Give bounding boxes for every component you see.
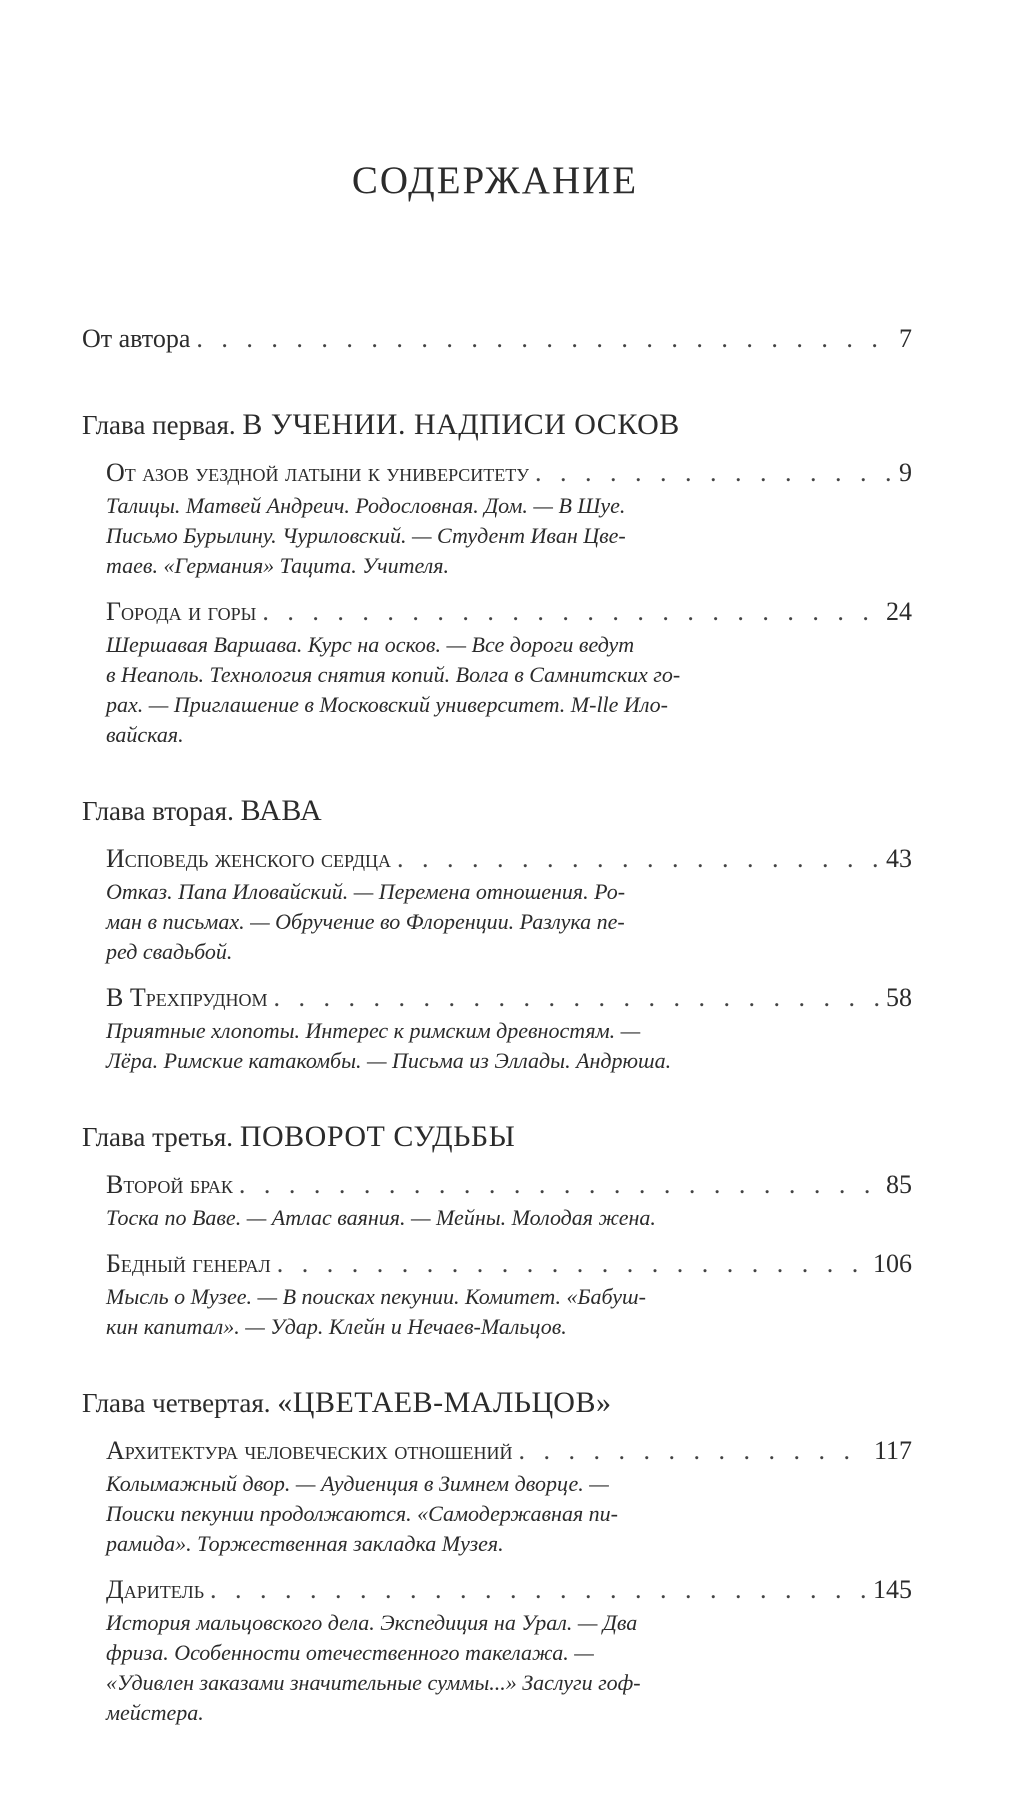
summary-line: рамида». Торжественная закладка Музея. bbox=[106, 1531, 504, 1556]
page-number: 145 bbox=[873, 1575, 912, 1604]
toc-section bbox=[106, 1573, 912, 1728]
summary-line: ман в письмах. — Обручение во Флоренции. Разлука пе- bbox=[106, 909, 625, 934]
section-entry[interactable] bbox=[106, 842, 912, 876]
summary-line: Мысль о Музее. — В поисках пекунии. Комитет. «Бабуш- bbox=[106, 1284, 646, 1309]
page-number: 9 bbox=[899, 458, 912, 487]
page-number: 106 bbox=[873, 1249, 912, 1278]
summary-line: мейстера. bbox=[106, 1700, 204, 1725]
dot-leader bbox=[518, 1434, 867, 1468]
section-summary bbox=[106, 1469, 796, 1559]
toc-section bbox=[106, 456, 912, 581]
page-number: 24 bbox=[886, 597, 912, 626]
summary-line: вайская. bbox=[106, 722, 184, 747]
summary-line: фриза. Особенности отечественного такелажа. — bbox=[106, 1640, 594, 1665]
toc-section bbox=[106, 1247, 912, 1342]
chapter-label: Глава третья. bbox=[82, 1122, 234, 1152]
section-title: Города и горы bbox=[106, 597, 257, 626]
toc-section bbox=[106, 1434, 912, 1559]
section-title: Даритель bbox=[106, 1575, 205, 1604]
chapter-name: ПОВОРОТ СУДЬБЫ bbox=[239, 1120, 516, 1153]
dot-leader bbox=[397, 842, 880, 876]
toc-section bbox=[106, 842, 912, 967]
chapter-heading[interactable] bbox=[82, 1120, 912, 1154]
toc-section bbox=[106, 595, 912, 750]
summary-line: ред свадьбой. bbox=[106, 939, 233, 964]
section-summary bbox=[106, 1608, 796, 1728]
dot-leader bbox=[262, 595, 880, 629]
toc-entry-label: От автора bbox=[82, 324, 191, 353]
section-entry[interactable] bbox=[106, 981, 912, 1015]
chapter-name: «ЦВЕТАЕВ-МАЛЬЦОВ» bbox=[277, 1386, 612, 1419]
section-entry[interactable] bbox=[106, 595, 912, 629]
summary-line: Талицы. Матвей Андреич. Родословная. Дом. — В Шуе. bbox=[106, 493, 626, 518]
chapter-label: Глава четвертая. bbox=[82, 1388, 271, 1418]
summary-line: Отказ. Папа Иловайский. — Перемена отношения. Ро- bbox=[106, 879, 626, 904]
table-of-contents bbox=[82, 322, 912, 1728]
summary-line: Письмо Бурылину. Чуриловский. — Студент Иван Цве- bbox=[106, 523, 626, 548]
chapter-label: Глава вторая. bbox=[82, 796, 234, 826]
section-title: Архитектура человеческих отношений bbox=[106, 1436, 513, 1465]
toc-section bbox=[106, 981, 912, 1076]
page-number: 85 bbox=[886, 1170, 912, 1199]
summary-line: Приятные хлопоты. Интерес к римским древностям. — bbox=[106, 1018, 641, 1043]
section-title: Второй брак bbox=[106, 1170, 233, 1199]
summary-line: рах. — Приглашение в Московский университет. M-lle Ило- bbox=[106, 692, 669, 717]
dot-leader bbox=[196, 322, 893, 356]
toc-section bbox=[106, 1168, 912, 1233]
summary-line: Тоска по Ваве. — Атлас ваяния. — Мейны. Молодая жена. bbox=[106, 1205, 656, 1230]
page-number: 7 bbox=[899, 324, 912, 353]
section-entry[interactable] bbox=[106, 1573, 912, 1607]
summary-line: Шершавая Варшава. Курс на осков. — Все дороги ведут bbox=[106, 632, 635, 657]
summary-line: История мальцовского дела. Экспедиция на Урал. — Два bbox=[106, 1610, 638, 1635]
chapter-heading[interactable] bbox=[82, 794, 912, 828]
section-title: От азов уездной латыни к университету bbox=[106, 458, 530, 487]
section-summary bbox=[106, 877, 796, 967]
section-entry[interactable] bbox=[106, 1168, 912, 1202]
page-title: СОДЕРЖАНИЕ bbox=[351, 159, 639, 202]
summary-line: в Неаполь. Технология снятия копий. Волга в Самнитских го- bbox=[106, 662, 681, 687]
chapter-name: В УЧЕНИИ. НАДПИСИ ОСКОВ bbox=[242, 408, 680, 441]
chapter-heading[interactable] bbox=[82, 1386, 912, 1420]
summary-line: таев. «Германия» Тацита. Учителя. bbox=[106, 553, 449, 578]
section-summary bbox=[106, 1203, 796, 1233]
summary-line: Поиски пекунии продолжаются. «Самодержавная пи- bbox=[106, 1501, 619, 1526]
section-summary bbox=[106, 1016, 796, 1076]
summary-line: кин капитал». — Удар. Клейн и Нечаев-Мальцов. bbox=[106, 1314, 567, 1339]
chapter-heading[interactable] bbox=[82, 408, 912, 442]
section-title: Бедный генерал bbox=[106, 1249, 271, 1278]
dot-leader bbox=[535, 456, 893, 490]
section-summary bbox=[106, 491, 796, 581]
chapter-label: Глава первая. bbox=[82, 410, 236, 440]
dot-leader bbox=[210, 1573, 867, 1607]
dot-leader bbox=[277, 1247, 867, 1281]
toc-entry-author[interactable] bbox=[82, 322, 912, 356]
summary-line: «Удивлен заказами значительные суммы...» Заслуги гоф- bbox=[106, 1670, 641, 1695]
page-number: 117 bbox=[873, 1436, 912, 1465]
page-number: 43 bbox=[886, 844, 912, 873]
section-title: В Трехпрудном bbox=[106, 983, 268, 1012]
section-entry[interactable] bbox=[106, 1434, 912, 1468]
summary-line: Лёра. Римские катакомбы. — Письма из Эллады. Андрюша. bbox=[106, 1048, 672, 1073]
section-summary bbox=[106, 1282, 796, 1342]
summary-line: Колымажный двор. — Аудиенция в Зимнем дворце. — bbox=[106, 1471, 609, 1496]
chapter-name: ВАВА bbox=[240, 794, 323, 827]
dot-leader bbox=[274, 981, 881, 1015]
section-title: Исповедь женского сердца bbox=[106, 844, 391, 873]
page-number: 58 bbox=[886, 983, 912, 1012]
section-summary bbox=[106, 630, 796, 750]
dot-leader bbox=[239, 1168, 880, 1202]
section-entry[interactable] bbox=[106, 1247, 912, 1281]
section-entry[interactable] bbox=[106, 456, 912, 490]
